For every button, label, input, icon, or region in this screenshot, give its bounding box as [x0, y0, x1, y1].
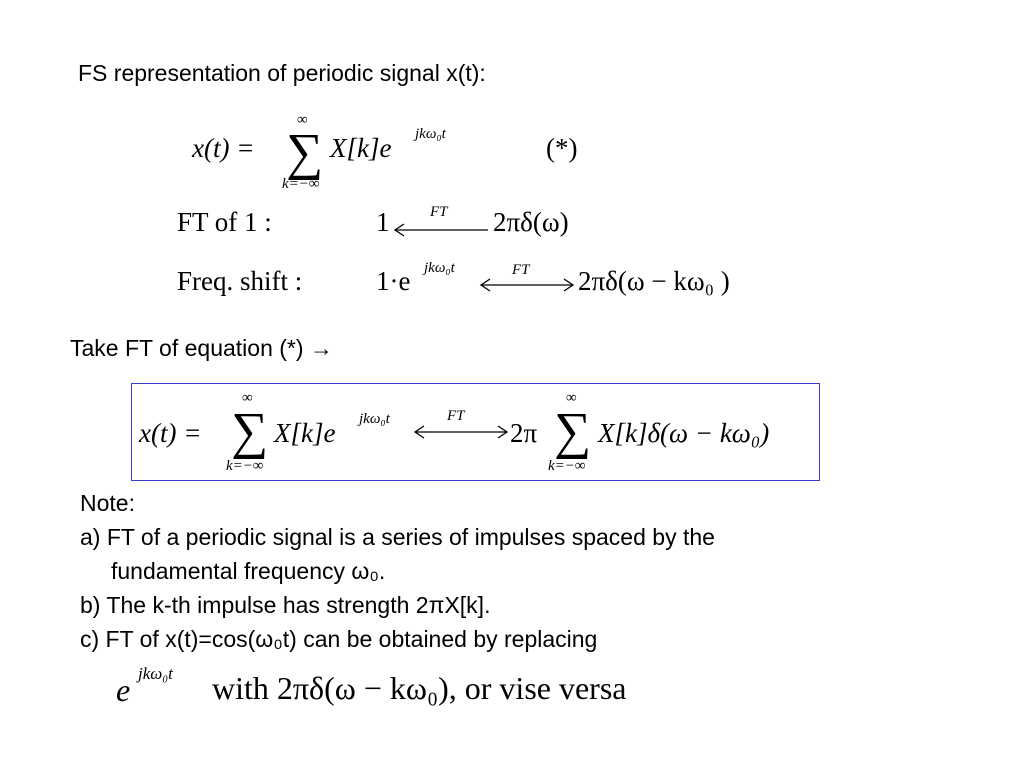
boxed-sum2-upper: ∞: [566, 390, 577, 406]
eq3-left: 1·e: [376, 266, 411, 296]
boxed-lhs: x(t) =: [139, 418, 202, 448]
note-a-line1: a) FT of a periodic signal is a series of impulses spaced by the: [80, 524, 715, 550]
note-c: c) FT of x(t)=cos(ω₀t) can be obtained by replacing: [80, 626, 598, 652]
eq3-exponent: jkω₀t: [424, 260, 455, 276]
note-a-line2: fundamental frequency ω₀.: [111, 558, 386, 584]
sigma-icon: ∑: [554, 403, 592, 460]
eq1-sum-lower: k=−∞: [282, 176, 320, 192]
eq3-arrow-label: FT: [512, 262, 530, 278]
eq3-label: Freq. shift :: [177, 266, 303, 296]
eq1-tag: (*): [546, 133, 578, 163]
eq1-exponent: jkω₀t: [415, 126, 446, 142]
left-arrow-icon: [392, 222, 490, 238]
boxed-term1: X[k]e: [274, 418, 336, 448]
boxed-sum1-upper: ∞: [242, 390, 253, 406]
final-e: e: [116, 672, 131, 708]
take-ft-text: Take FT of equation (*) →: [70, 335, 333, 361]
boxed-term2: X[k]δ(ω − kω₀): [598, 418, 770, 448]
eq1-sum-upper: ∞: [297, 112, 308, 128]
eq1-lhs: x(t) =: [192, 133, 255, 163]
double-arrow-icon: [478, 277, 576, 293]
eq2-arrow-label: FT: [430, 204, 448, 220]
boxed-factor: 2π: [510, 418, 538, 448]
boxed-sum1-lower: k=−∞: [226, 458, 264, 474]
boxed-sum2-lower: k=−∞: [548, 458, 586, 474]
boxed-arrow-label: FT: [447, 408, 465, 424]
eq2-right: 2πδ(ω): [493, 207, 569, 237]
final-exponent: jkω₀t: [138, 664, 173, 683]
eq2-label: FT of 1 :: [177, 207, 272, 237]
double-arrow-icon: [412, 424, 510, 440]
notes-title: Note:: [80, 490, 135, 516]
heading: FS representation of periodic signal x(t):: [78, 60, 486, 86]
eq3-right: 2πδ(ω − kω₀ ): [578, 266, 730, 296]
note-b: b) The k-th impulse has strength 2πX[k].: [80, 592, 491, 618]
boxed-exponent: jkω₀t: [359, 411, 390, 427]
sigma-icon: ∑: [231, 403, 269, 460]
eq2-left: 1: [376, 207, 390, 237]
eq1-term: X[k]e: [330, 133, 392, 163]
sigma-icon: ∑: [286, 124, 324, 181]
final-rest: with 2πδ(ω − kω₀), or vise versa: [212, 670, 627, 706]
